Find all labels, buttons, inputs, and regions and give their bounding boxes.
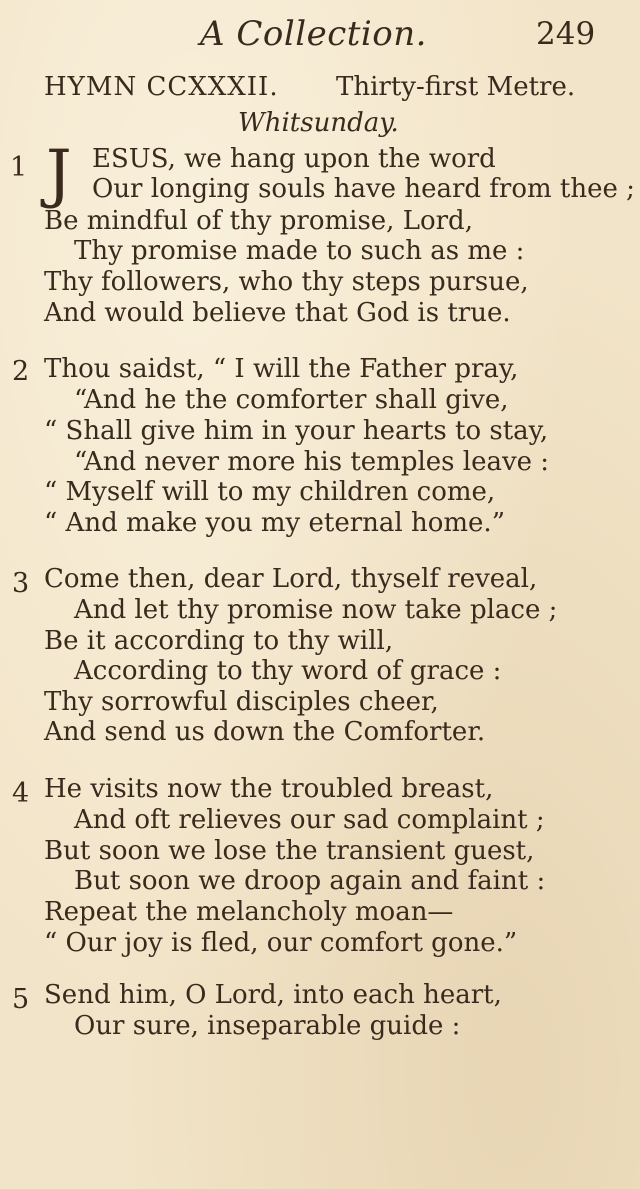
stanza-number: 1 [10, 152, 28, 183]
stanza-line: But soon we lose the transient guest, [44, 836, 535, 866]
stanza-line: “And he the comforter shall give, [74, 385, 509, 415]
stanza-line: Repeat the melancholy moan— [44, 897, 454, 927]
stanza-line: Be it according to thy will, [44, 626, 394, 656]
stanza-line: Thy followers, who thy steps pursue, [44, 267, 529, 297]
stanza-line: Be mindful of thy promise, Lord, [44, 206, 473, 236]
stanza-number: 2 [12, 356, 30, 387]
stanza-number: 4 [12, 778, 30, 809]
stanza-line: And would believe that God is true. [44, 298, 511, 328]
stanza-line: And let thy promise now take place ; [74, 595, 558, 625]
hymn-metre: Thirty-first Metre. [336, 72, 576, 102]
stanza-line: He visits now the troubled breast, [44, 774, 494, 804]
hymn-number: HYMN CCXXXII. [44, 72, 279, 102]
stanza-line: But soon we droop again and faint : [74, 866, 546, 896]
running-head: A Collection. [200, 14, 427, 54]
stanza-line: “ Myself will to my children come, [44, 477, 496, 507]
stanza-number: 5 [12, 984, 30, 1015]
stanza-line: “And never more his temples leave : [74, 447, 550, 477]
page-number: 249 [536, 16, 596, 52]
stanza-line: “ And make you my eternal home.” [44, 508, 505, 538]
drop-cap: J [46, 137, 72, 211]
stanza-line: Our sure, inseparable guide : [74, 1011, 461, 1041]
stanza-line: And oft relieves our sad complaint ; [74, 805, 545, 835]
stanza-line: Send him, O Lord, into each heart, [44, 980, 502, 1010]
stanza-line: Our longing souls have heard from thee ; [92, 174, 635, 204]
stanza-line: Come then, dear Lord, thyself reveal, [44, 564, 538, 594]
stanza-line: Thou saidst, “ I will the Father pray, [44, 354, 519, 384]
stanza-line: Thy sorrowful disciples cheer, [44, 687, 439, 717]
stanza-line: “ Shall give him in your hearts to stay, [44, 416, 549, 446]
stanza-number: 3 [12, 568, 30, 599]
stanza-line: “ Our joy is fled, our comfort gone.” [44, 928, 518, 958]
stanza-line: ESUS, we hang upon the word [92, 144, 496, 174]
stanza-line: According to thy word of grace : [74, 656, 502, 686]
stanza-line: Thy promise made to such as me : [74, 236, 525, 266]
hymn-occasion: Whitsunday. [238, 108, 399, 138]
stanza-line: And send us down the Comforter. [44, 717, 486, 747]
